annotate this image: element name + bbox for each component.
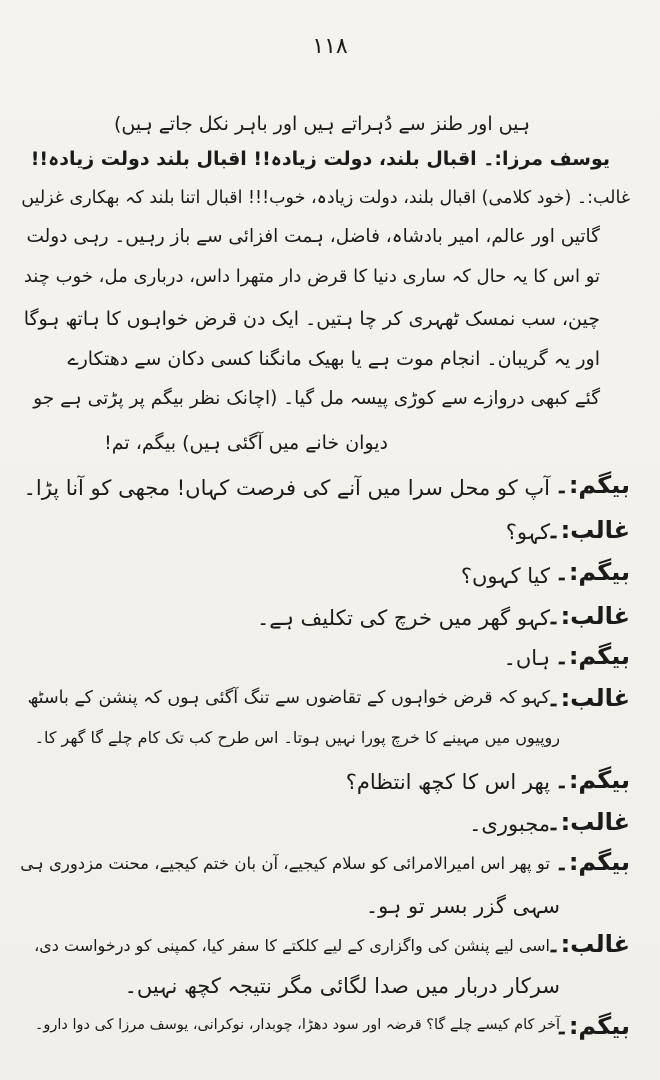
speaker-label: بیگم:۔ <box>554 642 630 670</box>
speaker-label: بیگم:۔ <box>554 558 630 586</box>
dialogue-text: کہو؟ <box>505 520 550 544</box>
dialogue-text: ہاں۔ <box>503 646 550 670</box>
dialogue-text: مجبوری۔ <box>469 812 550 836</box>
text-line: تو اس کا یہ حال کہ ساری دنیا کا قرض دار متھرا داس، درباری مل، خوب چند <box>23 266 600 287</box>
speaker-label: بیگم:۔ <box>554 766 630 794</box>
text-line: گاتیں اور عالم، امیر بادشاہ، فاضل، ہمت افزائی سے باز رہیں۔ رہی دولت <box>26 226 600 247</box>
dialogue-text: آخر کام کیسے چلے گا؟ قرضہ اور سود دھڑا، چوبدار، نوکرانی، یوسف مرزا کی دوا دارو۔ <box>34 1017 560 1033</box>
speaker-label: غالب:۔ <box>546 684 630 712</box>
dialogue-text: سرکار دربار میں صدا لگائی مگر نتیجہ کچھ نہیں۔ <box>124 974 560 998</box>
dialogue-text: روپیوں میں مہینے کا خرچ پورا نہیں ہوتا۔ اس طرح کب تک کام چلے گا گھر کا۔ <box>34 728 560 747</box>
speaker-label: غالب:۔ <box>546 930 630 958</box>
speaker-label: غالب:۔ <box>546 808 630 836</box>
dialogue-line-ghalib: غالب:۔ (خود کلامی) اقبال بلند، دولت زیادہ، خوب!!! اقبال اتنا بلند کہ بھکاری غزلیں <box>21 188 630 208</box>
speaker-label: بیگم:۔ <box>554 848 630 876</box>
text-line: اور یہ گریبان۔ انجام موت ہے یا بھیک مانگنا کسی دکان سے دھتکارے <box>67 348 600 370</box>
dialogue-text: کہو کہ قرض خواہوں کے تقاضوں سے تنگ آگئی ہوں کہ پنشن کے باسٹھ <box>27 688 550 708</box>
stage-direction-line: ہیں اور طنز سے دُہراتے ہیں اور باہر نکل جاتے ہیں) <box>113 113 530 135</box>
text-line: دیوان خانے میں آگئی ہیں) بیگم، تم! <box>104 432 388 454</box>
speaker-label: بیگم:۔ <box>554 1012 630 1040</box>
text-line: چین، سب نمسک ٹھہری کر چا ہتیں۔ ایک دن قرض خواہوں کا ہاتھ ہوگا <box>23 308 600 330</box>
dialogue-text: تو پھر اس امیرالامرائی کو سلام کیجیے، آن بان ختم کیجیے، محنت مزدوری ہی <box>20 854 550 873</box>
dialogue-text: کیا کہوں؟ <box>460 564 550 588</box>
dialogue-text: آپ کو محل سرا میں آنے کی فرصت کہاں! مجھی کو آنا پڑا۔ <box>23 476 550 500</box>
page-number: ۱۱۸ <box>312 34 348 59</box>
dialogue-text: اسی لیے پنشن کی واگزاری کے لیے کلکتے کا سفر کیا، کمپنی کو درخواست دی، <box>34 936 550 955</box>
dialogue-text: سہی گزر بسر تو ہو۔ <box>365 894 560 918</box>
dialogue-text: پھر اس کا کچھ انتظام؟ <box>345 770 550 794</box>
speaker-label: غالب:۔ <box>546 602 630 630</box>
dialogue-line-yusuf: یوسف مرزا:۔ اقبال بلند، دولت زیادہ!! اقبال بلند دولت زیادہ!! <box>30 148 610 170</box>
dialogue-text: کہو گھر میں خرچ کی تکلیف ہے۔ <box>256 606 550 630</box>
text-line: گئے کبھی دروازے سے کوڑی پیسہ مل گیا۔ (اچانک نظر بیگم پر پڑتی ہے جو <box>33 388 600 409</box>
speaker-label: غالب:۔ <box>546 516 630 544</box>
speaker-label: بیگم:۔ <box>554 471 630 499</box>
